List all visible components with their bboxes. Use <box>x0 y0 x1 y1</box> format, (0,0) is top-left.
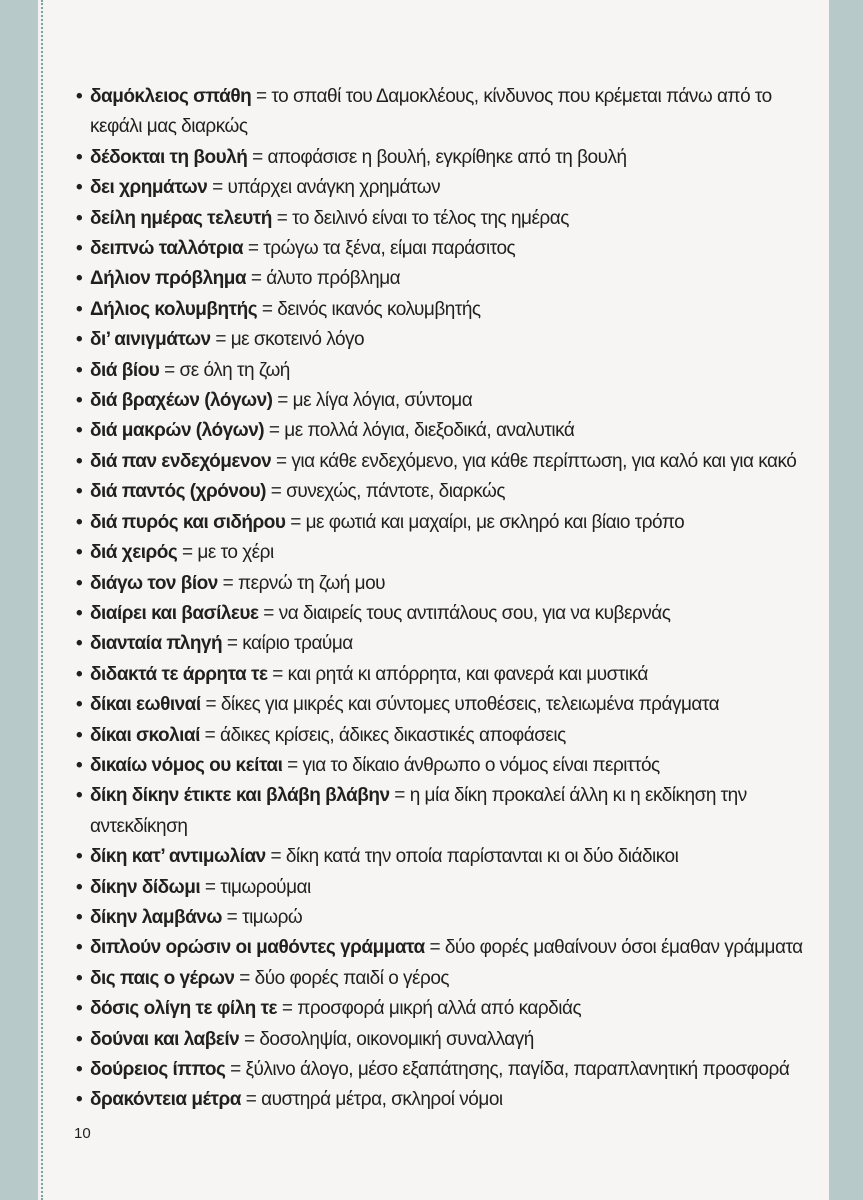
equals-sign: = <box>263 602 274 624</box>
entry-term: δούρειος ίππος <box>90 1059 226 1080</box>
entry-definition: δίκη κατά την οποία παρίστανται κι οι δύο διάδικοι <box>285 846 679 868</box>
equals-sign: = <box>204 724 216 746</box>
list-item <box>76 569 821 599</box>
left-dotted-rule <box>41 0 43 1200</box>
entry-definition: συνεχώς, πάντοτε, διαρκώς <box>286 481 505 503</box>
bullet-icon: • <box>76 724 83 746</box>
page-number: 10 <box>74 1125 91 1142</box>
bullet-icon: • <box>76 359 83 381</box>
list-item <box>76 1055 821 1085</box>
equals-sign: = <box>261 298 273 320</box>
entry-term: διδακτά τε άρρητα τε <box>90 663 268 685</box>
bullet-icon: • <box>76 663 83 685</box>
bullet-icon: • <box>76 329 83 351</box>
bullet-icon: • <box>76 146 83 168</box>
list-item <box>76 964 821 994</box>
bullet-icon: • <box>76 481 83 503</box>
list-item <box>76 173 821 203</box>
entry-definition: με σκοτεινό λόγο <box>230 329 365 351</box>
entry-definition: δοσοληψία, οικονομική συναλλαγή <box>259 1028 534 1050</box>
list-item <box>76 386 821 416</box>
equals-sign: = <box>182 542 193 564</box>
bullet-icon: • <box>76 876 83 898</box>
entry-definition: τιμωρώ <box>242 906 303 928</box>
list-item <box>76 477 821 507</box>
list-item <box>76 842 821 872</box>
entry-definition: και ρητά κι απόρρητα, και φανερά και μυστικά <box>287 663 648 685</box>
bullet-icon: • <box>76 754 83 776</box>
bullet-icon: • <box>76 390 83 412</box>
entry-term: διανταία πληγή <box>90 633 223 655</box>
entry-definition: δύο φορές μαθαίνουν όσοι έμαθαν γράμματα <box>444 937 803 959</box>
bullet-icon: • <box>76 238 83 260</box>
bullet-icon: • <box>76 207 83 229</box>
equals-sign: = <box>394 785 405 807</box>
list-item <box>76 629 821 659</box>
entry-term: διαίρει και βασίλευε <box>90 602 259 624</box>
equals-sign: = <box>250 268 262 290</box>
bullet-icon: • <box>76 1059 83 1080</box>
list-item <box>76 690 821 720</box>
bullet-icon: • <box>76 633 83 655</box>
entry-definition: η μία δίκη προκαλεί άλλη κι η εκδίκηση την αντεκδίκηση <box>90 785 747 837</box>
entry-definition: με λίγα λόγια, σύντομα <box>292 390 473 412</box>
bullet-icon: • <box>76 602 83 624</box>
entry-term: δίκη κατ’ αντιμωλίαν <box>90 846 266 868</box>
entry-definition: με το χέρι <box>197 542 274 564</box>
entry-term: διάγω τον βίον <box>90 572 218 594</box>
entry-term: δίκην δίδωμι <box>90 876 201 898</box>
equals-sign: = <box>245 1089 257 1111</box>
entry-term: δόσις ολίγη τε φίλη τε <box>90 998 278 1020</box>
list-item <box>76 447 821 477</box>
entry-definition: ξύλινο άλογο, μέσο εξαπάτησης, παγίδα, παραπλανητική προσφορά <box>245 1059 790 1080</box>
list-item <box>76 82 821 143</box>
bullet-icon: • <box>76 572 83 594</box>
list-item <box>76 204 821 234</box>
entry-term: δει χρημάτων <box>90 177 208 199</box>
list-item <box>76 416 821 446</box>
entry-term: διά παντός (χρόνου) <box>90 481 266 503</box>
list-item <box>76 234 821 264</box>
entry-definition: αυστηρά μέτρα, σκληροί νόμοι <box>261 1089 503 1111</box>
equals-sign: = <box>287 754 298 776</box>
equals-sign: = <box>252 146 263 168</box>
entry-term: δούναι και λαβείν <box>90 1028 240 1050</box>
equals-sign: = <box>275 450 287 472</box>
list-item <box>76 781 821 842</box>
equals-sign: = <box>270 481 282 503</box>
phrase-list <box>76 82 821 1116</box>
entry-definition: για κάθε ενδεχόμενο, για κάθε περίπτωση, για καλό και για κακό <box>291 450 797 472</box>
list-item <box>76 994 821 1024</box>
entry-definition: να διαιρείς τους αντιπάλους σου, για να κυβερνάς <box>278 602 671 624</box>
list-item <box>76 873 821 903</box>
entry-term: δίκαι σκολιαί <box>90 724 200 746</box>
entry-definition: προσφορά μικρή αλλά από καρδιάς <box>297 998 582 1020</box>
bullet-icon: • <box>76 511 83 533</box>
entry-definition: με φωτιά και μαχαίρι, με σκληρό και βίαιο τρόπο <box>305 511 685 533</box>
equals-sign: = <box>226 633 238 655</box>
entry-term: δίκην λαμβάνω <box>90 906 222 928</box>
entry-term: δίκη δίκην έτικτε και βλάβη βλάβην <box>90 785 390 807</box>
entry-definition: τρώγω τα ξένα, είμαι παράσιτος <box>263 238 516 260</box>
entry-definition: άλυτο πρόβλημα <box>266 268 401 290</box>
list-item <box>76 295 821 325</box>
bullet-icon: • <box>76 420 83 442</box>
bullet-icon: • <box>76 268 83 290</box>
equals-sign: = <box>164 359 175 381</box>
entry-term: διά χειρός <box>90 542 178 564</box>
equals-sign: = <box>243 1028 255 1050</box>
entry-definition: για το δίκαιο άνθρωπο ο νόμος είναι περιττός <box>302 754 660 776</box>
equals-sign: = <box>205 694 217 716</box>
list-item <box>76 538 821 568</box>
entry-definition: αποφάσισε η βουλή, εγκρίθηκε από τη βουλή <box>267 146 627 168</box>
left-border-strip <box>0 0 38 1200</box>
equals-sign: = <box>272 663 283 685</box>
list-item <box>76 721 821 751</box>
entry-term: δρακόντεια μέτρα <box>90 1089 241 1111</box>
list-item <box>76 508 821 538</box>
entry-term: διπλούν ορώσιν οι μαθόντες γράμματα <box>90 937 425 959</box>
entry-term: δαμόκλειος σπάθη <box>90 86 252 107</box>
bullet-icon: • <box>76 1028 83 1050</box>
entry-term: διά πυρός και σιδήρου <box>90 511 286 533</box>
entry-definition: δύο φορές παιδί ο γέρος <box>254 967 450 989</box>
list-item <box>76 325 821 355</box>
equals-sign: = <box>429 937 441 959</box>
right-border-strip <box>829 0 863 1200</box>
equals-sign: = <box>268 420 280 442</box>
entry-definition: περνώ τη ζωή μου <box>238 572 386 594</box>
equals-sign: = <box>215 329 226 351</box>
bullet-icon: • <box>76 1089 83 1111</box>
bullet-icon: • <box>76 450 83 472</box>
equals-sign: = <box>281 998 293 1020</box>
entry-definition: σε όλη τη ζωή <box>179 359 290 381</box>
bullet-icon: • <box>76 967 83 989</box>
equals-sign: = <box>276 207 288 229</box>
bullet-icon: • <box>76 846 83 868</box>
entry-term: διά βραχέων (λόγων) <box>90 390 273 412</box>
list-item <box>76 903 821 933</box>
entry-term: Δήλιος κολυμβητής <box>90 298 258 320</box>
equals-sign: = <box>239 967 250 989</box>
bullet-icon: • <box>76 694 83 716</box>
entry-term: δείλη ημέρας τελευτή <box>90 207 272 229</box>
entry-term: δικαίω νόμος ου κείται <box>90 754 283 776</box>
bullet-icon: • <box>76 542 83 564</box>
list-item <box>76 143 821 173</box>
equals-sign: = <box>230 1059 241 1080</box>
bullet-icon: • <box>76 785 83 807</box>
entry-term: δις παις ο γέρων <box>90 967 235 989</box>
entry-definition: υπάρχει ανάγκη χρημάτων <box>227 177 441 199</box>
equals-sign: = <box>256 86 267 107</box>
list-item <box>76 751 821 781</box>
bullet-icon: • <box>76 177 83 199</box>
list-item <box>76 1085 821 1115</box>
entry-term: δι’ αινιγμάτων <box>90 329 211 351</box>
list-item <box>76 264 821 294</box>
bullet-icon: • <box>76 998 83 1020</box>
bullet-icon: • <box>76 298 83 320</box>
list-item <box>76 660 821 690</box>
entry-term: δειπνώ ταλλότρια <box>90 238 244 260</box>
entry-definition: με πολλά λόγια, διεξοδικά, αναλυτικά <box>284 420 575 442</box>
entry-term: δίκαι εωθιναί <box>90 694 201 716</box>
entry-definition: το δειλινό είναι το τέλος της ημέρας <box>292 207 569 229</box>
entry-definition: το σπαθί του Δαμοκλέους, κίνδυνος που κρέμεται πάνω από το κεφάλι μας διαρκώς <box>90 86 772 138</box>
entry-definition: άδικες κρίσεις, άδικες δικαστικές αποφάσεις <box>220 724 566 746</box>
equals-sign: = <box>290 511 301 533</box>
bullet-icon: • <box>76 937 83 959</box>
bullet-icon: • <box>76 86 83 107</box>
equals-sign: = <box>212 177 223 199</box>
list-item <box>76 599 821 629</box>
bullet-icon: • <box>76 906 83 928</box>
entry-definition: δεινός ικανός κολυμβητής <box>277 298 481 320</box>
entry-term: δέδοκται τη βουλή <box>90 146 248 168</box>
entry-term: Δήλιον πρόβλημα <box>90 268 247 290</box>
equals-sign: = <box>277 390 288 412</box>
entry-term: διά μακρών (λόγων) <box>90 420 265 442</box>
equals-sign: = <box>204 876 216 898</box>
equals-sign: = <box>222 572 234 594</box>
list-item <box>76 1025 821 1055</box>
equals-sign: = <box>247 238 259 260</box>
entry-definition: καίριο τραύμα <box>242 633 353 655</box>
list-item <box>76 933 821 963</box>
list-item <box>76 356 821 386</box>
entry-term: διά βίου <box>90 359 160 381</box>
equals-sign: = <box>226 906 238 928</box>
entry-definition: τιμωρούμαι <box>220 876 311 898</box>
equals-sign: = <box>270 846 282 868</box>
entry-term: διά παν ενδεχόμενον <box>90 450 272 472</box>
entry-definition: δίκες για μικρές και σύντομες υποθέσεις, τελειωμένα πράγματα <box>220 694 720 716</box>
